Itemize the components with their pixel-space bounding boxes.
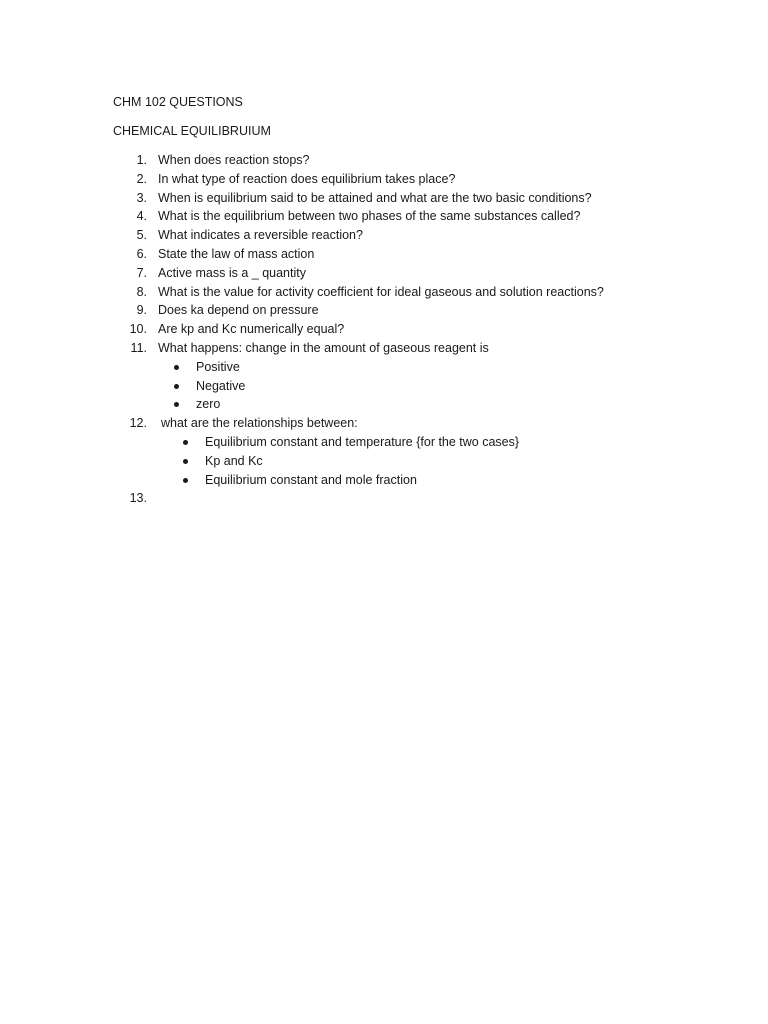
bullet-item [113,377,713,396]
question-text: In what type of reaction does equilibrium takes place? [158,171,456,186]
item-number: 1. [136,153,147,167]
document-subtitle: CHEMICAL EQUILIBRUIUM [113,124,271,138]
item-number: 3. [136,190,147,205]
bullet-text: Kp and Kc [205,453,263,468]
bullet-item [113,395,713,414]
question-text: What is the value for activity coefficient for ideal gaseous and solution reactions? [158,284,604,299]
item-number: 7. [136,265,147,280]
item-number: 2. [136,171,147,186]
list-item-4 [113,207,713,226]
bullet-item [113,471,713,490]
item-number: 13. [129,491,147,506]
question-text: When is equilibrium said to be attained and what are the two basic conditions? [158,190,592,205]
bullet-text: Positive [196,359,240,374]
question-text: What is the equilibrium between two phases of the same substances called? [158,209,581,224]
bullet-text: Negative [196,378,246,393]
list-item-6 [113,245,713,264]
question-text: State the law of mass action [158,246,315,261]
list-item-12 [113,414,713,433]
bullet-icon [183,478,188,483]
list-item-7 [113,264,713,283]
bullet-text: Equilibrium constant and mole fraction [205,472,417,487]
question-text: When does reaction stops? [158,153,310,167]
list-item-11 [113,339,713,358]
list-item-5 [113,226,713,245]
bullet-item [113,433,713,452]
item-number: 10. [129,322,147,337]
bullet-icon [183,440,188,445]
question-text: what are the relationships between: [161,416,358,431]
bullet-icon [174,365,179,370]
item-number: 11. [130,340,147,355]
question-text: What happens: change in the amount of gaseous reagent is [158,340,489,355]
bullet-text: zero [196,397,221,412]
question-text: What indicates a reversible reaction? [158,228,363,243]
list-item-8 [113,283,713,302]
list-item-10 [113,320,713,339]
list-item-3 [113,189,713,208]
bullet-text: Equilibrium constant and temperature {for the two cases} [205,434,520,449]
question-text: Does ka depend on pressure [158,303,319,318]
bullet-item [113,452,713,471]
bullet-icon [183,459,188,464]
item-number: 6. [136,246,147,261]
item-number: 9. [136,303,147,318]
bullet-item [113,358,713,377]
list-item-9 [113,301,713,320]
question-list [113,151,713,508]
list-item-1 [113,151,713,170]
bullet-icon [174,384,179,389]
question-text: Active mass is a _ quantity [158,265,306,280]
list-item-2 [113,170,713,189]
list-item-13 [113,489,713,508]
document-title: CHM 102 QUESTIONS [113,95,243,109]
item-number: 12. [129,416,147,431]
item-number: 4. [136,209,147,224]
bullet-icon [174,402,179,407]
item-number: 5. [136,228,147,243]
question-text: Are kp and Kc numerically equal? [158,322,345,337]
item-number: 8. [136,284,147,299]
